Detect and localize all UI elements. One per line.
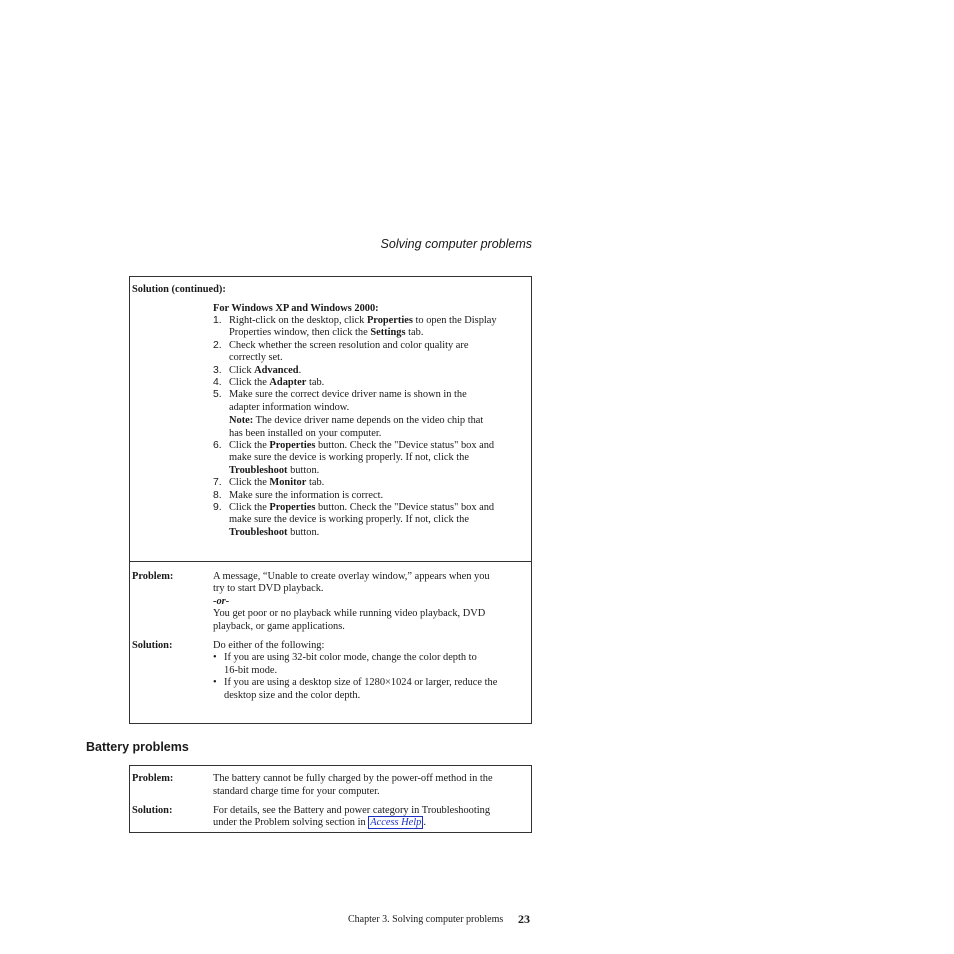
problem-line-2: try to start DVD playback.	[213, 583, 324, 594]
running-head: Solving computer problems	[380, 237, 532, 251]
step-ui-term: Adapter	[269, 377, 307, 388]
step-text: button.	[287, 464, 320, 476]
note-line-2: has been installed on your computer.	[229, 428, 382, 439]
problem-line-1: A message, “Unable to create overlay window,” appears when you	[213, 571, 490, 582]
step-text-line	[229, 465, 319, 478]
step-text: Click the	[229, 377, 270, 388]
footer-chapter-title: Chapter 3. Solving computer problems	[348, 914, 504, 925]
step-text-line	[229, 389, 467, 402]
step-text-line	[229, 490, 383, 503]
step-number: 9.	[213, 502, 222, 513]
row-divider	[130, 561, 531, 562]
problem-line-1: The battery cannot be fully charged by the power-off method in the	[213, 773, 493, 784]
problem-line-2: standard charge time for your computer.	[213, 786, 380, 797]
step-text: tab.	[306, 477, 325, 489]
access-help-link[interactable]: Access Help	[370, 817, 422, 828]
step-text-line	[229, 502, 494, 515]
step-text-line	[229, 352, 283, 365]
step-text: Click the	[229, 440, 270, 451]
problem-label: Problem:	[132, 773, 174, 784]
step-text: Click the	[229, 502, 270, 513]
solution-continued-label: Solution (continued):	[132, 284, 226, 295]
bullet-2-line-2: desktop size and the color depth.	[224, 690, 361, 701]
solution-line-2-text: under the Problem solving section in	[213, 817, 369, 828]
step-text-line	[229, 440, 494, 453]
solution-intro: Do either of the following:	[213, 640, 325, 651]
step-text: to open the Display	[412, 315, 497, 326]
step-text: Properties window, then click the	[229, 327, 371, 339]
step-text: Click the	[229, 477, 270, 489]
step-ui-term: Troubleshoot	[229, 526, 288, 538]
step-text: Make sure the information is correct.	[229, 489, 384, 501]
bullet-1-line-2: 16-bit mode.	[224, 665, 278, 676]
step-ui-term: Monitor	[269, 477, 307, 489]
troubleshooting-table-display	[129, 276, 532, 724]
solution-line-2	[213, 817, 426, 830]
step-text: tab.	[306, 377, 325, 388]
step-text-line	[229, 365, 301, 378]
step-text-line	[229, 315, 497, 328]
step-text: Check whether the screen resolution and color quality are	[229, 339, 469, 351]
step-text: Click	[229, 364, 255, 376]
step-text: Make sure the correct device driver name is shown in the	[229, 389, 467, 401]
step-ui-term: Troubleshoot	[229, 464, 288, 476]
step-text-line	[229, 327, 423, 340]
step-text: .	[298, 364, 302, 376]
page-number: 23	[518, 912, 530, 926]
bullet-2-line-1: If you are using a desktop size of 1280×1024 or larger, reduce the	[224, 677, 498, 688]
step-text: adapter information window.	[229, 401, 350, 413]
solution-line-2-end: .	[423, 817, 426, 828]
problem-line-4: playback, or game applications.	[213, 621, 345, 632]
bullet-icon: •	[213, 677, 217, 688]
step-ui-term: Properties	[269, 440, 316, 451]
step-number: 8.	[213, 489, 222, 501]
step-number: 1.	[213, 315, 222, 326]
troubleshooting-table-battery	[129, 765, 532, 833]
step-text-line	[229, 402, 349, 415]
step-ui-term: Settings	[370, 327, 406, 339]
step-ui-term: Properties	[269, 502, 316, 513]
step-text: button. Check the "Device status" box and	[315, 502, 495, 513]
solution-line-1: For details, see the Battery and power category in Troubleshooting	[213, 805, 491, 816]
step-number: 7.	[213, 477, 222, 489]
os-heading: For Windows XP and Windows 2000:	[213, 303, 379, 314]
note	[229, 415, 483, 428]
step-text-line	[229, 514, 469, 527]
step-text-line	[229, 377, 324, 390]
note-line-1: The device driver name depends on the video chip that	[253, 415, 484, 426]
step-text: make sure the device is working properly. If not, click the	[229, 452, 469, 464]
solution-label: Solution:	[132, 640, 173, 651]
step-text-line	[229, 477, 324, 490]
step-text-line	[229, 340, 468, 353]
step-text: Right-click on the desktop, click	[229, 315, 367, 326]
step-number: 6.	[213, 440, 222, 451]
step-text: correctly set.	[229, 352, 283, 364]
solution-label: Solution:	[132, 805, 173, 816]
step-ui-term: Advanced	[254, 364, 299, 376]
section-title-battery-problems: Battery problems	[86, 740, 189, 754]
or-separator: -or-	[213, 596, 230, 607]
problem-line-3: You get poor or no playback while running video playback, DVD	[213, 608, 486, 619]
step-text-line	[229, 452, 469, 465]
step-text: tab.	[405, 327, 424, 339]
step-number: 4.	[213, 377, 222, 388]
step-text: button. Check the "Device status" box and	[315, 440, 495, 451]
bullet-icon: •	[213, 652, 217, 663]
step-number: 5.	[213, 389, 222, 401]
step-text: button.	[287, 526, 320, 538]
step-text: make sure the device is working properly. If not, click the	[229, 514, 469, 526]
problem-label: Problem:	[132, 571, 174, 582]
step-ui-term: Properties	[366, 315, 413, 326]
step-text-line	[229, 527, 319, 540]
bullet-1-line-1: If you are using 32-bit color mode, change the color depth to	[224, 652, 477, 663]
note-label: Note:	[229, 415, 254, 426]
step-number: 2.	[213, 339, 222, 351]
step-number: 3.	[213, 364, 222, 376]
